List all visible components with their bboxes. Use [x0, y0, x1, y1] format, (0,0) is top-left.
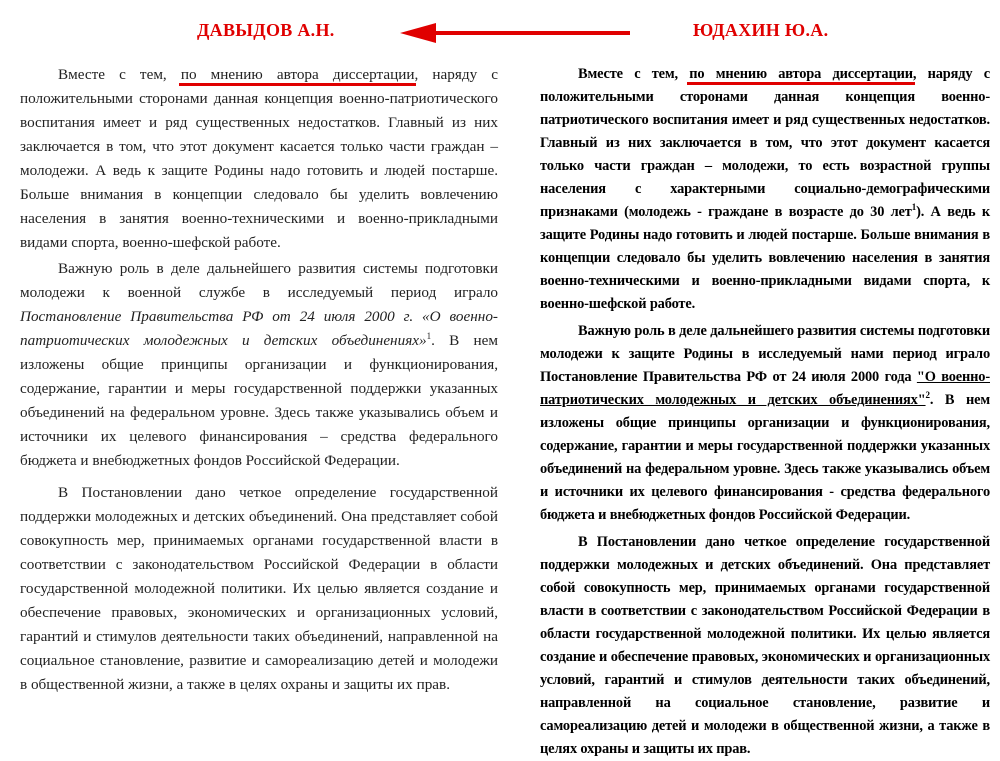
left-author-label: ДАВЫДОВ А.Н.: [197, 20, 335, 40]
left-paragraph-1: Вместе с тем, по мнению автора диссертации, наряду с положительными сторонами данная концепция военно-патриотического воспитания имеет и ряд существенных недостатков. Главный из них заключается в том, что этот документ касается только части граждан – молодежи. А ведь к защите Родины надо готовить и людей постарше. Больше внимания в концепции следовало бы уделить вовлечению населения в занятия военно-техническими и военно-прикладными видами спорта, военно-шефской работе.: [20, 66, 499, 251]
right-decree-title: "О военно-патриотических молодежных и детских объединениях": [540, 369, 990, 408]
left-footnote-ref: 1: [426, 330, 432, 341]
right-footnote-ref-1: 1: [911, 202, 917, 213]
right-document-column: [540, 63, 990, 761]
left-paragraph-2: Важную роль в деле дальнейшего развития системы подготовки молодежи к военной службе в исследуемый период играло Постановление Правительства РФ от 24 июля 2000 г. «О военно-патриотических молодежных и детских объединениях»$^1$. В нем изложены общие принципы организации и функционирования, содержание, гарантии и меры государственной поддержки указанных объединений на федеральном уровне. Здесь также указывались объем и источники их целевого финансирования – средства федерального бюджета и внебюджетных фондов Российской Федерации.: [20, 260, 498, 469]
right-highlighted-phrase: по мнению автора диссертации: [689, 66, 913, 82]
left-arrow-icon: [400, 22, 632, 44]
right-paragraph-1: Вместе с тем, по мнению автора диссертации, наряду с положительными сторонами данная концепция военно-патриотического воспитания имеет и ряд существенных недостатков. Главный из них заключается в том, что этот документ касается только части граждан – молодежи, то есть возрастной группы населения с характерными социально-демографическими признаками (молодежь - граждане в возрасте до 30 лет$^1$). А ведь к защите Родины надо готовить и людей постарше. Больше внимания в концепции следовало бы уделить вовлечению населения в занятия военно-техническими и военно-прикладными видами спорта, к военно-шефской работе.: [540, 66, 990, 312]
left-paragraph-3: В Постановлении дано четкое определение государственной поддержки молодежных и детских объединений. Она представляет собой совокупность мер, принимаемых органами государственной власти в соответствии с законодательством Российской Федерации в области государственной молодежной политики. Их целью является создание и обеспечение правовых, экономических и организационных условий, гарантий и стимулов деятельности таких объединений, направленной на социальное становление, развитие и самореализацию детей и молодежи в общественной жизни, а также в целях охраны и защиты их прав.: [20, 484, 498, 693]
left-highlighted-phrase: по мнению автора диссертации: [180, 66, 415, 83]
right-footnote-ref-2: 2: [925, 390, 930, 401]
right-paragraph-3: В Постановлении дано четкое определение государственной поддержки молодежных и детских объединений. Она представляет собой совокупность мер, принимаемых органами государственной власти в соответствии с законодательством Российской Федерации в области государственной молодежной политики. Их целью является создание и обеспечение правовых, экономических и организационных условий, гарантий и стимулов деятельности таких объединений, направленной на социальное становление, развитие и самореализацию детей и молодежи в общественной жизни, а также в целях охраны и защиты их прав.: [540, 534, 990, 757]
left-document-column: [20, 63, 498, 697]
right-author-label: ЮДАХИН Ю.А.: [693, 20, 829, 40]
left-decree-title: Постановление Правительства РФ от 24 июля 2000 г. «О военно-патриотических молодежных и детских объединениях»: [20, 308, 498, 349]
right-paragraph-2: Важную роль в деле дальнейшего развития системы подготовки молодежи к защите Родины в исследуемый нами период играло Постановление Правительства РФ от 24 июля 2000 года "О военно-патриотических молодежных и детских объединениях"$^2$. В нем изложены общие принципы организации и функционирования, содержание, гарантии и меры государственной поддержки указанных объединений на федеральном уровне. Здесь также указывались объем и источники их целевого финансирования - средства федерального бюджета и внебюджетных фондов Российской Федерации.: [540, 323, 990, 523]
